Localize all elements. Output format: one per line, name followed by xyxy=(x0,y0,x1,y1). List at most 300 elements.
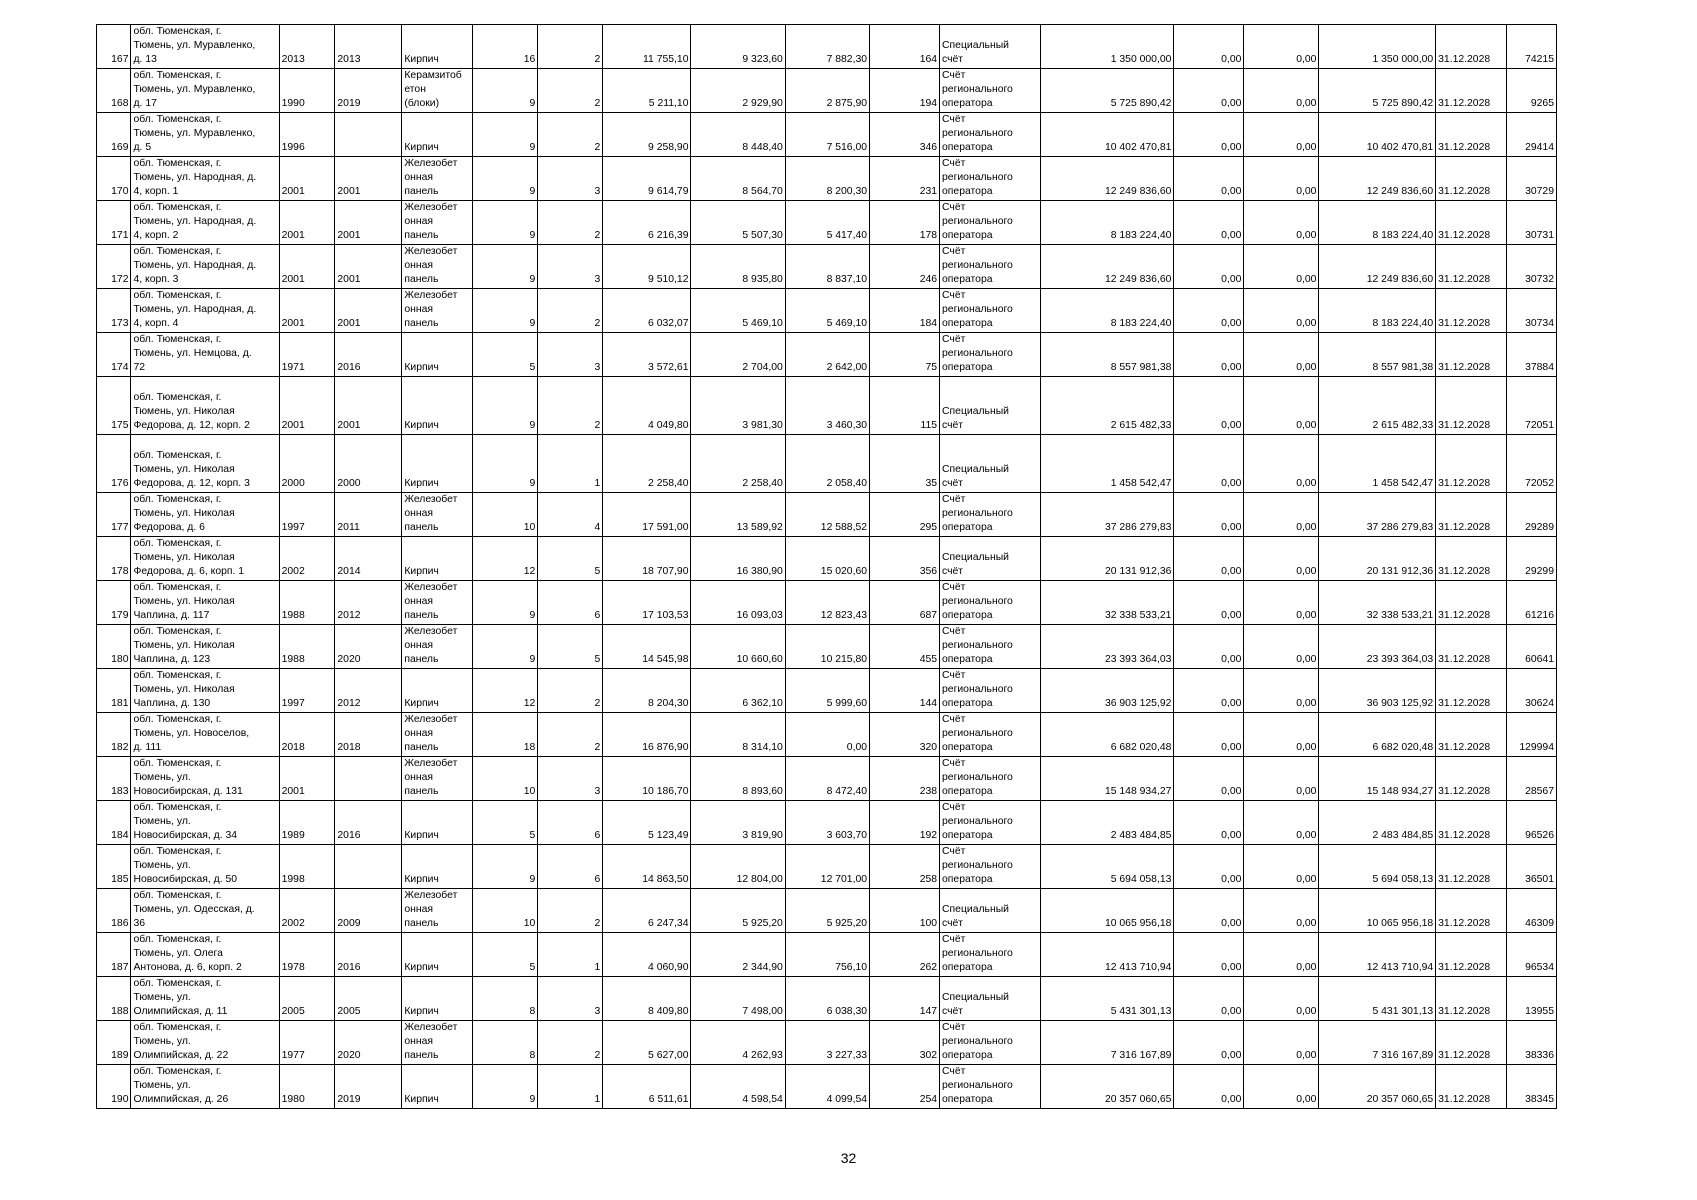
total-area-cell: 4 060,90 xyxy=(603,933,691,977)
year-renovated-cell xyxy=(335,757,402,801)
subsidy-regional-cell: 0,00 xyxy=(1174,201,1244,245)
residential-area-cell: 2 258,40 xyxy=(691,435,785,493)
subsidy-local-cell: 0,00 xyxy=(1244,977,1319,1021)
subsidy-regional-cell: 0,00 xyxy=(1174,493,1244,537)
private-area-cell: 756,10 xyxy=(785,933,869,977)
residential-area-cell: 8 314,10 xyxy=(691,713,785,757)
planned-cost-cell: 5 694 058,13 xyxy=(1041,845,1174,889)
year-built-cell: 1971 xyxy=(279,333,335,377)
wall-material-cell: Железобет онная панель xyxy=(402,757,473,801)
year-renovated-cell: 2012 xyxy=(335,581,402,625)
floors-cell: 9 xyxy=(473,289,538,333)
owners-funds-cell: 8 183 224,40 xyxy=(1319,289,1436,333)
private-area-cell: 0,00 xyxy=(785,713,869,757)
private-area-cell: 10 215,80 xyxy=(785,625,869,669)
residential-area-cell: 16 093,03 xyxy=(691,581,785,625)
row-number-cell: 174 xyxy=(97,333,131,377)
row-number-cell: 169 xyxy=(97,113,131,157)
subsidy-regional-cell: 0,00 xyxy=(1174,845,1244,889)
subsidy-local-cell: 0,00 xyxy=(1244,245,1319,289)
owners-funds-cell: 32 338 533,21 xyxy=(1319,581,1436,625)
address-cell: обл. Тюменская, г. Тюмень, ул. Народная, д. 4, корп. 1 xyxy=(131,157,279,201)
entrances-cell: 2 xyxy=(538,289,603,333)
wall-material-cell: Кирпич xyxy=(402,377,473,435)
subsidy-local-cell: 0,00 xyxy=(1244,581,1319,625)
entrances-cell: 5 xyxy=(538,537,603,581)
row-number-cell: 190 xyxy=(97,1065,131,1109)
subsidy-regional-cell: 0,00 xyxy=(1174,1021,1244,1065)
residents-cell: 238 xyxy=(870,757,940,801)
subsidy-regional-cell: 0,00 xyxy=(1174,377,1244,435)
total-area-cell: 8 409,80 xyxy=(603,977,691,1021)
year-renovated-cell: 2001 xyxy=(335,157,402,201)
entrances-cell: 2 xyxy=(538,377,603,435)
deadline-cell: 31.12.2028 xyxy=(1436,757,1507,801)
planned-cost-cell: 2 615 482,33 xyxy=(1041,377,1174,435)
planned-cost-cell: 6 682 020,48 xyxy=(1041,713,1174,757)
year-built-cell: 2013 xyxy=(279,25,335,69)
wall-material-cell: Кирпич xyxy=(402,845,473,889)
total-area-cell: 2 258,40 xyxy=(603,435,691,493)
row-number-cell: 181 xyxy=(97,669,131,713)
wall-material-cell: Кирпич xyxy=(402,669,473,713)
wall-material-cell: Кирпич xyxy=(402,1065,473,1109)
subsidy-local-cell: 0,00 xyxy=(1244,757,1319,801)
table-row xyxy=(97,333,1557,377)
subsidy-regional-cell: 0,00 xyxy=(1174,757,1244,801)
address-cell: обл. Тюменская, г. Тюмень, ул. Одесская, д. 36 xyxy=(131,889,279,933)
private-area-cell: 12 701,00 xyxy=(785,845,869,889)
table-row xyxy=(97,377,1557,435)
entrances-cell: 1 xyxy=(538,435,603,493)
fund-method-cell: Специальный счёт xyxy=(940,977,1041,1021)
entrances-cell: 2 xyxy=(538,201,603,245)
deadline-cell: 31.12.2028 xyxy=(1436,289,1507,333)
subsidy-local-cell: 0,00 xyxy=(1244,1021,1319,1065)
entrances-cell: 4 xyxy=(538,493,603,537)
subsidy-regional-cell: 0,00 xyxy=(1174,435,1244,493)
subsidy-local-cell: 0,00 xyxy=(1244,69,1319,113)
deadline-cell: 31.12.2028 xyxy=(1436,669,1507,713)
subsidy-local-cell: 0,00 xyxy=(1244,289,1319,333)
wall-material-cell: Кирпич xyxy=(402,435,473,493)
entrances-cell: 6 xyxy=(538,581,603,625)
residents-cell: 144 xyxy=(870,669,940,713)
address-cell: обл. Тюменская, г. Тюмень, ул. Николая Федорова, д. 6, корп. 1 xyxy=(131,537,279,581)
residents-cell: 75 xyxy=(870,333,940,377)
row-number-cell: 184 xyxy=(97,801,131,845)
owners-funds-cell: 8 183 224,40 xyxy=(1319,201,1436,245)
building-id-cell: 13955 xyxy=(1507,977,1557,1021)
year-built-cell: 1978 xyxy=(279,933,335,977)
planned-cost-cell: 12 249 836,60 xyxy=(1041,157,1174,201)
total-area-cell: 10 186,70 xyxy=(603,757,691,801)
residents-cell: 302 xyxy=(870,1021,940,1065)
floors-cell: 9 xyxy=(473,69,538,113)
row-number-cell: 175 xyxy=(97,377,131,435)
deadline-cell: 31.12.2028 xyxy=(1436,113,1507,157)
address-cell: обл. Тюменская, г. Тюмень, ул. Муравленко, д. 17 xyxy=(131,69,279,113)
fund-method-cell: Счёт регионального оператора xyxy=(940,201,1041,245)
entrances-cell: 3 xyxy=(538,757,603,801)
deadline-cell: 31.12.2028 xyxy=(1436,245,1507,289)
fund-method-cell: Счёт регионального оператора xyxy=(940,1021,1041,1065)
subsidy-local-cell: 0,00 xyxy=(1244,201,1319,245)
entrances-cell: 1 xyxy=(538,1065,603,1109)
building-id-cell: 9265 xyxy=(1507,69,1557,113)
year-built-cell: 2001 xyxy=(279,201,335,245)
subsidy-local-cell: 0,00 xyxy=(1244,1065,1319,1109)
residents-cell: 295 xyxy=(870,493,940,537)
subsidy-regional-cell: 0,00 xyxy=(1174,69,1244,113)
owners-funds-cell: 2 615 482,33 xyxy=(1319,377,1436,435)
wall-material-cell: Кирпич xyxy=(402,113,473,157)
address-cell: обл. Тюменская, г. Тюмень, ул. Николая Чаплина, д. 123 xyxy=(131,625,279,669)
planned-cost-cell: 12 413 710,94 xyxy=(1041,933,1174,977)
floors-cell: 5 xyxy=(473,801,538,845)
building-id-cell: 29414 xyxy=(1507,113,1557,157)
owners-funds-cell: 23 393 364,03 xyxy=(1319,625,1436,669)
deadline-cell: 31.12.2028 xyxy=(1436,977,1507,1021)
deadline-cell: 31.12.2028 xyxy=(1436,377,1507,435)
year-built-cell: 2018 xyxy=(279,713,335,757)
table-row xyxy=(97,157,1557,201)
residential-area-cell: 3 981,30 xyxy=(691,377,785,435)
fund-method-cell: Счёт регионального оператора xyxy=(940,801,1041,845)
deadline-cell: 31.12.2028 xyxy=(1436,889,1507,933)
residents-cell: 455 xyxy=(870,625,940,669)
owners-funds-cell: 6 682 020,48 xyxy=(1319,713,1436,757)
subsidy-regional-cell: 0,00 xyxy=(1174,669,1244,713)
building-id-cell: 29299 xyxy=(1507,537,1557,581)
residential-area-cell: 6 362,10 xyxy=(691,669,785,713)
planned-cost-cell: 5 725 890,42 xyxy=(1041,69,1174,113)
entrances-cell: 2 xyxy=(538,1021,603,1065)
year-renovated-cell: 2001 xyxy=(335,245,402,289)
residents-cell: 254 xyxy=(870,1065,940,1109)
residential-area-cell: 8 564,70 xyxy=(691,157,785,201)
year-built-cell: 1997 xyxy=(279,669,335,713)
row-number-cell: 180 xyxy=(97,625,131,669)
total-area-cell: 16 876,90 xyxy=(603,713,691,757)
wall-material-cell: Железобет онная панель xyxy=(402,157,473,201)
row-number-cell: 171 xyxy=(97,201,131,245)
residential-area-cell: 5 925,20 xyxy=(691,889,785,933)
planned-cost-cell: 1 350 000,00 xyxy=(1041,25,1174,69)
fund-method-cell: Счёт регионального оператора xyxy=(940,69,1041,113)
fund-method-cell: Счёт регионального оператора xyxy=(940,157,1041,201)
building-id-cell: 30731 xyxy=(1507,201,1557,245)
wall-material-cell: Кирпич xyxy=(402,933,473,977)
year-built-cell: 1988 xyxy=(279,581,335,625)
floors-cell: 10 xyxy=(473,757,538,801)
row-number-cell: 170 xyxy=(97,157,131,201)
floors-cell: 5 xyxy=(473,933,538,977)
year-renovated-cell: 2001 xyxy=(335,377,402,435)
total-area-cell: 5 123,49 xyxy=(603,801,691,845)
subsidy-regional-cell: 0,00 xyxy=(1174,289,1244,333)
building-id-cell: 30729 xyxy=(1507,157,1557,201)
subsidy-local-cell: 0,00 xyxy=(1244,435,1319,493)
building-id-cell: 60641 xyxy=(1507,625,1557,669)
table-row xyxy=(97,1021,1557,1065)
building-id-cell: 37884 xyxy=(1507,333,1557,377)
wall-material-cell: Железобет онная панель xyxy=(402,581,473,625)
address-cell: обл. Тюменская, г. Тюмень, ул. Олимпийская, д. 26 xyxy=(131,1065,279,1109)
floors-cell: 9 xyxy=(473,581,538,625)
building-id-cell: 36501 xyxy=(1507,845,1557,889)
residential-area-cell: 7 498,00 xyxy=(691,977,785,1021)
floors-cell: 10 xyxy=(473,889,538,933)
subsidy-regional-cell: 0,00 xyxy=(1174,1065,1244,1109)
year-built-cell: 1997 xyxy=(279,493,335,537)
building-id-cell: 46309 xyxy=(1507,889,1557,933)
floors-cell: 9 xyxy=(473,1065,538,1109)
private-area-cell: 15 020,60 xyxy=(785,537,869,581)
table-row xyxy=(97,801,1557,845)
table-row xyxy=(97,537,1557,581)
fund-method-cell: Счёт регионального оператора xyxy=(940,669,1041,713)
planned-cost-cell: 1 458 542,47 xyxy=(1041,435,1174,493)
owners-funds-cell: 5 694 058,13 xyxy=(1319,845,1436,889)
address-cell: обл. Тюменская, г. Тюмень, ул. Новосибирская, д. 131 xyxy=(131,757,279,801)
year-renovated-cell: 2020 xyxy=(335,1021,402,1065)
total-area-cell: 3 572,61 xyxy=(603,333,691,377)
residents-cell: 115 xyxy=(870,377,940,435)
residents-cell: 147 xyxy=(870,977,940,1021)
building-id-cell: 28567 xyxy=(1507,757,1557,801)
residential-area-cell: 16 380,90 xyxy=(691,537,785,581)
year-built-cell: 2001 xyxy=(279,245,335,289)
building-id-cell: 72051 xyxy=(1507,377,1557,435)
wall-material-cell: Железобет онная панель xyxy=(402,493,473,537)
residential-area-cell: 2 929,90 xyxy=(691,69,785,113)
row-number-cell: 189 xyxy=(97,1021,131,1065)
total-area-cell: 17 103,53 xyxy=(603,581,691,625)
entrances-cell: 3 xyxy=(538,333,603,377)
entrances-cell: 2 xyxy=(538,889,603,933)
fund-method-cell: Счёт регионального оператора xyxy=(940,289,1041,333)
residential-area-cell: 10 660,60 xyxy=(691,625,785,669)
total-area-cell: 14 545,98 xyxy=(603,625,691,669)
address-cell: обл. Тюменская, г. Тюмень, ул. Николая Федорова, д. 12, корп. 2 xyxy=(131,377,279,435)
deadline-cell: 31.12.2028 xyxy=(1436,713,1507,757)
owners-funds-cell: 20 131 912,36 xyxy=(1319,537,1436,581)
total-area-cell: 18 707,90 xyxy=(603,537,691,581)
planned-cost-cell: 8 183 224,40 xyxy=(1041,289,1174,333)
private-area-cell: 7 882,30 xyxy=(785,25,869,69)
deadline-cell: 31.12.2028 xyxy=(1436,581,1507,625)
residential-area-cell: 2 344,90 xyxy=(691,933,785,977)
deadline-cell: 31.12.2028 xyxy=(1436,1021,1507,1065)
deadline-cell: 31.12.2028 xyxy=(1436,933,1507,977)
private-area-cell: 6 038,30 xyxy=(785,977,869,1021)
building-id-cell: 96534 xyxy=(1507,933,1557,977)
residential-area-cell: 12 804,00 xyxy=(691,845,785,889)
planned-cost-cell: 10 402 470,81 xyxy=(1041,113,1174,157)
private-area-cell: 2 642,00 xyxy=(785,333,869,377)
fund-method-cell: Счёт регионального оператора xyxy=(940,757,1041,801)
fund-method-cell: Счёт регионального оператора xyxy=(940,933,1041,977)
fund-method-cell: Счёт регионального оператора xyxy=(940,625,1041,669)
year-renovated-cell: 2018 xyxy=(335,713,402,757)
entrances-cell: 2 xyxy=(538,669,603,713)
residents-cell: 262 xyxy=(870,933,940,977)
building-id-cell: 30734 xyxy=(1507,289,1557,333)
wall-material-cell: Кирпич xyxy=(402,537,473,581)
address-cell: обл. Тюменская, г. Тюмень, ул. Николая Чаплина, д. 130 xyxy=(131,669,279,713)
deadline-cell: 31.12.2028 xyxy=(1436,25,1507,69)
building-id-cell: 96526 xyxy=(1507,801,1557,845)
residents-cell: 178 xyxy=(870,201,940,245)
year-built-cell: 1989 xyxy=(279,801,335,845)
floors-cell: 8 xyxy=(473,1021,538,1065)
year-built-cell: 2002 xyxy=(279,889,335,933)
owners-funds-cell: 12 413 710,94 xyxy=(1319,933,1436,977)
private-area-cell: 8 472,40 xyxy=(785,757,869,801)
total-area-cell: 5 627,00 xyxy=(603,1021,691,1065)
entrances-cell: 5 xyxy=(538,625,603,669)
row-number-cell: 185 xyxy=(97,845,131,889)
table-row xyxy=(97,845,1557,889)
row-number-cell: 186 xyxy=(97,889,131,933)
deadline-cell: 31.12.2028 xyxy=(1436,537,1507,581)
subsidy-local-cell: 0,00 xyxy=(1244,625,1319,669)
entrances-cell: 3 xyxy=(538,977,603,1021)
wall-material-cell: Кирпич xyxy=(402,333,473,377)
owners-funds-cell: 15 148 934,27 xyxy=(1319,757,1436,801)
residents-cell: 192 xyxy=(870,801,940,845)
table-row xyxy=(97,669,1557,713)
total-area-cell: 17 591,00 xyxy=(603,493,691,537)
private-area-cell: 12 588,52 xyxy=(785,493,869,537)
year-renovated-cell: 2019 xyxy=(335,1065,402,1109)
planned-cost-cell: 20 131 912,36 xyxy=(1041,537,1174,581)
owners-funds-cell: 2 483 484,85 xyxy=(1319,801,1436,845)
subsidy-regional-cell: 0,00 xyxy=(1174,977,1244,1021)
fund-method-cell: Специальный счёт xyxy=(940,435,1041,493)
floors-cell: 18 xyxy=(473,713,538,757)
address-cell: обл. Тюменская, г. Тюмень, ул. Новосибирская, д. 50 xyxy=(131,845,279,889)
year-renovated-cell: 2014 xyxy=(335,537,402,581)
private-area-cell: 2 058,40 xyxy=(785,435,869,493)
floors-cell: 9 xyxy=(473,113,538,157)
private-area-cell: 2 875,90 xyxy=(785,69,869,113)
planned-cost-cell: 23 393 364,03 xyxy=(1041,625,1174,669)
subsidy-local-cell: 0,00 xyxy=(1244,713,1319,757)
table-row xyxy=(97,889,1557,933)
floors-cell: 9 xyxy=(473,625,538,669)
year-renovated-cell: 2020 xyxy=(335,625,402,669)
deadline-cell: 31.12.2028 xyxy=(1436,1065,1507,1109)
subsidy-local-cell: 0,00 xyxy=(1244,377,1319,435)
address-cell: обл. Тюменская, г. Тюмень, ул. Новосибирская, д. 34 xyxy=(131,801,279,845)
floors-cell: 8 xyxy=(473,977,538,1021)
table-row xyxy=(97,245,1557,289)
owners-funds-cell: 10 065 956,18 xyxy=(1319,889,1436,933)
floors-cell: 9 xyxy=(473,245,538,289)
year-renovated-cell: 2000 xyxy=(335,435,402,493)
row-number-cell: 173 xyxy=(97,289,131,333)
subsidy-regional-cell: 0,00 xyxy=(1174,801,1244,845)
address-cell: обл. Тюменская, г. Тюмень, ул. Новоселов, д. 111 xyxy=(131,713,279,757)
year-built-cell: 1998 xyxy=(279,845,335,889)
table-row xyxy=(97,933,1557,977)
subsidy-local-cell: 0,00 xyxy=(1244,933,1319,977)
row-number-cell: 179 xyxy=(97,581,131,625)
year-built-cell: 2005 xyxy=(279,977,335,1021)
deadline-cell: 31.12.2028 xyxy=(1436,435,1507,493)
subsidy-local-cell: 0,00 xyxy=(1244,157,1319,201)
deadline-cell: 31.12.2028 xyxy=(1436,493,1507,537)
year-renovated-cell: 2016 xyxy=(335,333,402,377)
planned-cost-cell: 8 557 981,38 xyxy=(1041,333,1174,377)
residential-area-cell: 8 935,80 xyxy=(691,245,785,289)
owners-funds-cell: 1 458 542,47 xyxy=(1319,435,1436,493)
row-number-cell: 177 xyxy=(97,493,131,537)
planned-cost-cell: 8 183 224,40 xyxy=(1041,201,1174,245)
floors-cell: 10 xyxy=(473,493,538,537)
year-built-cell: 2001 xyxy=(279,289,335,333)
residents-cell: 246 xyxy=(870,245,940,289)
residents-cell: 35 xyxy=(870,435,940,493)
deadline-cell: 31.12.2028 xyxy=(1436,625,1507,669)
subsidy-regional-cell: 0,00 xyxy=(1174,157,1244,201)
fund-method-cell: Специальный счёт xyxy=(940,537,1041,581)
total-area-cell: 4 049,80 xyxy=(603,377,691,435)
subsidy-local-cell: 0,00 xyxy=(1244,669,1319,713)
address-cell: обл. Тюменская, г. Тюмень, ул. Николая Федорова, д. 6 xyxy=(131,493,279,537)
subsidy-local-cell: 0,00 xyxy=(1244,845,1319,889)
residential-area-cell: 5 469,10 xyxy=(691,289,785,333)
private-area-cell: 7 516,00 xyxy=(785,113,869,157)
planned-cost-cell: 2 483 484,85 xyxy=(1041,801,1174,845)
year-renovated-cell: 2001 xyxy=(335,289,402,333)
private-area-cell: 3 460,30 xyxy=(785,377,869,435)
owners-funds-cell: 36 903 125,92 xyxy=(1319,669,1436,713)
residential-area-cell: 8 448,40 xyxy=(691,113,785,157)
total-area-cell: 6 032,07 xyxy=(603,289,691,333)
year-renovated-cell: 2005 xyxy=(335,977,402,1021)
deadline-cell: 31.12.2028 xyxy=(1436,201,1507,245)
deadline-cell: 31.12.2028 xyxy=(1436,845,1507,889)
total-area-cell: 9 510,12 xyxy=(603,245,691,289)
planned-cost-cell: 32 338 533,21 xyxy=(1041,581,1174,625)
entrances-cell: 2 xyxy=(538,713,603,757)
subsidy-regional-cell: 0,00 xyxy=(1174,581,1244,625)
owners-funds-cell: 8 557 981,38 xyxy=(1319,333,1436,377)
entrances-cell: 1 xyxy=(538,933,603,977)
owners-funds-cell: 12 249 836,60 xyxy=(1319,157,1436,201)
private-area-cell: 5 469,10 xyxy=(785,289,869,333)
year-built-cell: 1996 xyxy=(279,113,335,157)
subsidy-local-cell: 0,00 xyxy=(1244,113,1319,157)
subsidy-regional-cell: 0,00 xyxy=(1174,25,1244,69)
year-renovated-cell: 2019 xyxy=(335,69,402,113)
subsidy-local-cell: 0,00 xyxy=(1244,333,1319,377)
floors-cell: 9 xyxy=(473,201,538,245)
row-number-cell: 178 xyxy=(97,537,131,581)
building-id-cell: 72052 xyxy=(1507,435,1557,493)
row-number-cell: 167 xyxy=(97,25,131,69)
fund-method-cell: Счёт регионального оператора xyxy=(940,581,1041,625)
year-renovated-cell: 2001 xyxy=(335,201,402,245)
address-cell: обл. Тюменская, г. Тюмень, ул. Олимпийская, д. 22 xyxy=(131,1021,279,1065)
wall-material-cell: Кирпич xyxy=(402,801,473,845)
fund-method-cell: Счёт регионального оператора xyxy=(940,1065,1041,1109)
address-cell: обл. Тюменская, г. Тюмень, ул. Народная, д. 4, корп. 3 xyxy=(131,245,279,289)
fund-method-cell: Счёт регионального оператора xyxy=(940,245,1041,289)
